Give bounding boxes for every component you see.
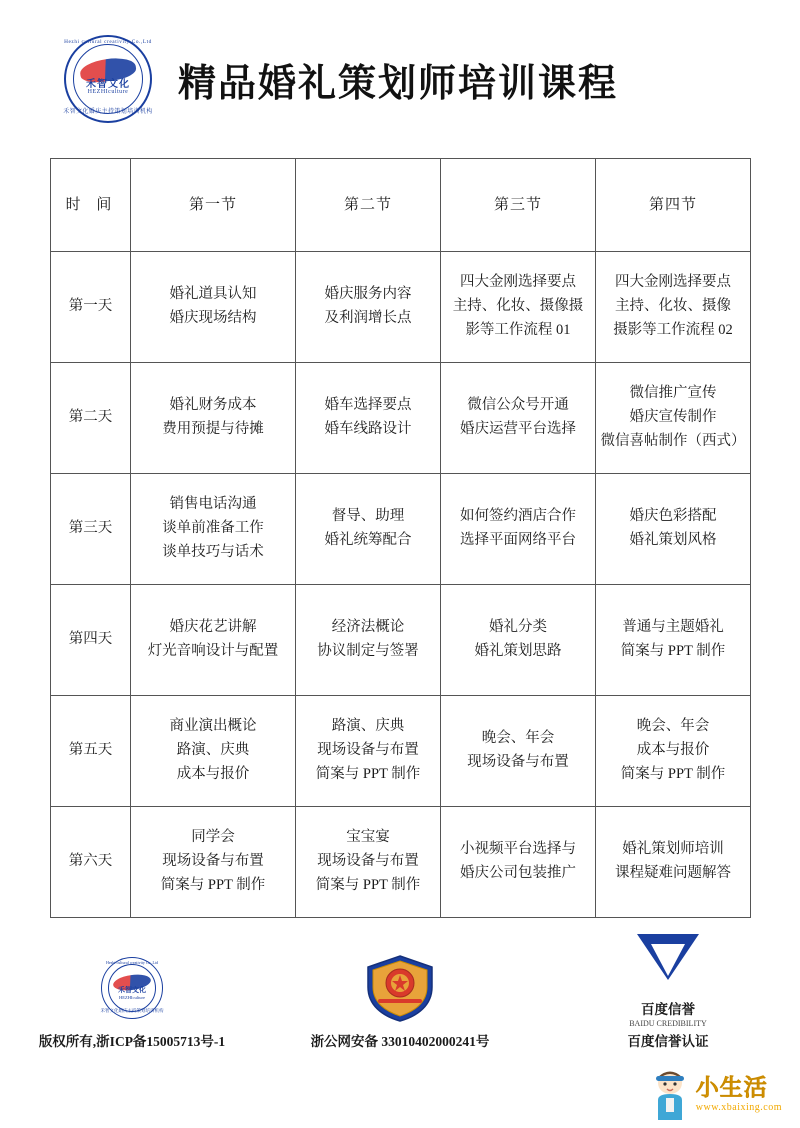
- site-watermark: [650, 1068, 782, 1120]
- table-row: [51, 585, 751, 696]
- mini-logo-arc-bottom: 禾智文化婚庆主持策划培训机构: [100, 1008, 164, 1013]
- cell-line: 微信推广宣传: [629, 385, 717, 402]
- baidu-credibility-caption: 百度信誉认证: [627, 1034, 709, 1049]
- table-cell: [596, 474, 751, 585]
- table-cell: [131, 696, 296, 807]
- cell-line: 四大金刚选择要点: [460, 274, 576, 291]
- cell-line: 课程疑难问题解答: [615, 865, 731, 881]
- baidu-credibility-en: BAIDU CREDIBILITY: [629, 1019, 707, 1028]
- table-cell: [441, 585, 596, 696]
- column-header-session-4: 第四节: [596, 159, 751, 252]
- cell-line: 同学会: [191, 829, 235, 846]
- watermark-url: www.xbaixing.com: [695, 1101, 782, 1113]
- row-day-label: 第六天: [51, 807, 131, 918]
- table-cell: [131, 363, 296, 474]
- schedule-table-body: [51, 252, 751, 918]
- cell-line: 谈单技巧与话术: [162, 543, 264, 560]
- table-row: [51, 363, 751, 474]
- table-cell: [296, 696, 441, 807]
- cell-line: 现场设备与布置: [317, 853, 419, 870]
- police-emblem-icon: [295, 950, 505, 1026]
- cell-line: 摄影等工作流程 02: [613, 321, 733, 338]
- cell-line: 成本与报价: [176, 765, 250, 782]
- table-cell: [596, 696, 751, 807]
- table-row: [51, 807, 751, 918]
- page-title: 精品婚礼策划师培训课程: [178, 62, 619, 105]
- cell-line: 婚礼分类: [489, 619, 547, 636]
- row-day-label: 第二天: [51, 363, 131, 474]
- company-seal-icon: [27, 950, 237, 1026]
- cell-line: 经济法概论: [331, 619, 405, 636]
- cell-line: 婚礼策划思路: [474, 643, 562, 659]
- table-row: [51, 696, 751, 807]
- police-record-text: 浙公网安备 33010402000241号: [310, 1034, 490, 1049]
- table-row: [51, 474, 751, 585]
- logo-arc-top-text: Hezhi cultural creativity Co.,Ltd: [64, 39, 152, 45]
- cell-line: 简案与 PPT 制作: [315, 765, 421, 782]
- column-header-session-2: 第二节: [296, 159, 441, 252]
- cell-line: 晚会、年会: [636, 718, 710, 735]
- row-day-label: 第四天: [51, 585, 131, 696]
- cell-line: 婚礼财务成本: [169, 397, 257, 414]
- table-cell: [131, 585, 296, 696]
- cell-line: 主持、化妆、摄像摄: [452, 298, 584, 315]
- cell-line: 小视频平台选择与: [460, 841, 576, 858]
- cell-line: 现场设备与布置: [467, 754, 569, 770]
- cell-line: 婚庆现场结构: [169, 310, 257, 326]
- mini-logo-en: HEZHIculture: [119, 995, 145, 1000]
- row-day-label: 第五天: [51, 696, 131, 807]
- company-logo-icon: [60, 31, 156, 127]
- table-header-row: [51, 159, 751, 252]
- cell-line: 婚庆色彩搭配: [629, 508, 717, 525]
- cell-line: 路演、庆典: [176, 742, 250, 759]
- footer-badges: [0, 918, 800, 1050]
- cell-line: 商业演出概论: [169, 718, 257, 735]
- page-header: [0, 0, 800, 115]
- watermark-title: 小生活: [695, 1074, 768, 1100]
- cell-line: 费用预提与待摊: [162, 421, 264, 437]
- row-day-label: 第一天: [51, 252, 131, 363]
- logo-chinese-name: 禾智文化: [86, 79, 130, 90]
- logo-arc-bottom-text: 禾智文化婚庆主持策划培训机构: [63, 109, 153, 115]
- cell-line: 婚车线路设计: [324, 421, 412, 437]
- table-cell: [441, 474, 596, 585]
- table-cell: [296, 807, 441, 918]
- cell-line: 督导、助理: [331, 508, 405, 525]
- cell-line: 影等工作流程 01: [465, 321, 571, 338]
- badge-baidu-credibility[interactable]: [563, 918, 773, 1050]
- cell-line: 婚庆服务内容: [324, 286, 412, 303]
- table-cell: [441, 363, 596, 474]
- table-cell: [296, 585, 441, 696]
- cell-line: 婚车选择要点: [324, 397, 412, 414]
- table-cell: [131, 807, 296, 918]
- cell-line: 普通与主题婚礼: [622, 619, 724, 636]
- table-row: [51, 252, 751, 363]
- cell-line: 婚庆宣传制作: [629, 409, 717, 426]
- column-header-time: 时 间: [51, 159, 131, 252]
- table-cell: [441, 252, 596, 363]
- mascot-icon: [650, 1068, 690, 1120]
- logo-english-name: HEZHIculture: [87, 89, 129, 95]
- table-cell: [596, 363, 751, 474]
- table-cell: [441, 696, 596, 807]
- table-cell: [131, 474, 296, 585]
- copyright-text: 版权所有,浙ICP备15005713号-1: [38, 1034, 226, 1049]
- table-cell: [596, 585, 751, 696]
- schedule-table-container: [50, 158, 750, 918]
- cell-line: 简案与 PPT 制作: [315, 876, 421, 893]
- cell-line: 简案与 PPT 制作: [620, 765, 726, 782]
- table-cell: [296, 474, 441, 585]
- cell-line: 路演、庆典: [331, 718, 405, 735]
- cell-line: 成本与报价: [636, 742, 710, 759]
- cell-line: 灯光音响设计与配置: [147, 643, 279, 659]
- cell-line: 婚礼统筹配合: [324, 532, 412, 548]
- table-cell: [596, 252, 751, 363]
- cell-line: 如何签约酒店合作: [460, 508, 576, 525]
- cell-line: 晚会、年会: [481, 730, 555, 747]
- table-cell: [131, 252, 296, 363]
- cell-line: 简案与 PPT 制作: [620, 643, 726, 659]
- row-day-label: 第三天: [51, 474, 131, 585]
- cell-line: 宝宝宴: [346, 829, 390, 846]
- mini-logo-arc-top: Hezhi cultural creativity Co.,Ltd: [105, 960, 159, 965]
- table-cell: [296, 363, 441, 474]
- schedule-table: [50, 158, 751, 918]
- cell-line: 婚庆运营平台选择: [460, 421, 576, 437]
- table-cell: [596, 807, 751, 918]
- cell-line: 婚庆公司包装推广: [460, 865, 576, 881]
- cell-line: 现场设备与布置: [162, 853, 264, 870]
- baidu-credibility-icon: [563, 918, 773, 994]
- cell-line: 微信喜帖制作（西式）: [600, 432, 746, 449]
- table-cell: [296, 252, 441, 363]
- cell-line: 婚礼策划师培训: [622, 841, 724, 858]
- cell-line: 简案与 PPT 制作: [160, 876, 266, 893]
- badge-police-record[interactable]: [295, 950, 505, 1050]
- mini-logo-cn: 禾智文化: [118, 986, 146, 994]
- badge-copyright: [27, 950, 237, 1050]
- cell-line: 婚礼道具认知: [169, 286, 257, 303]
- cell-line: 销售电话沟通: [169, 496, 257, 513]
- cell-line: 现场设备与布置: [317, 742, 419, 759]
- cell-line: 婚礼策划风格: [629, 532, 717, 548]
- cell-line: 四大金刚选择要点: [615, 274, 731, 291]
- column-header-session-3: 第三节: [441, 159, 596, 252]
- cell-line: 婚庆花艺讲解: [169, 619, 257, 636]
- column-header-session-1: 第一节: [131, 159, 296, 252]
- baidu-credibility-label: 百度信誉: [641, 1002, 695, 1017]
- cell-line: 谈单前准备工作: [162, 520, 264, 537]
- table-cell: [441, 807, 596, 918]
- cell-line: 及利润增长点: [324, 310, 412, 326]
- cell-line: 协议制定与签署: [317, 643, 419, 659]
- cell-line: 微信公众号开通: [467, 397, 569, 414]
- cell-line: 主持、化妆、摄像: [615, 298, 731, 315]
- cell-line: 选择平面网络平台: [460, 532, 576, 548]
